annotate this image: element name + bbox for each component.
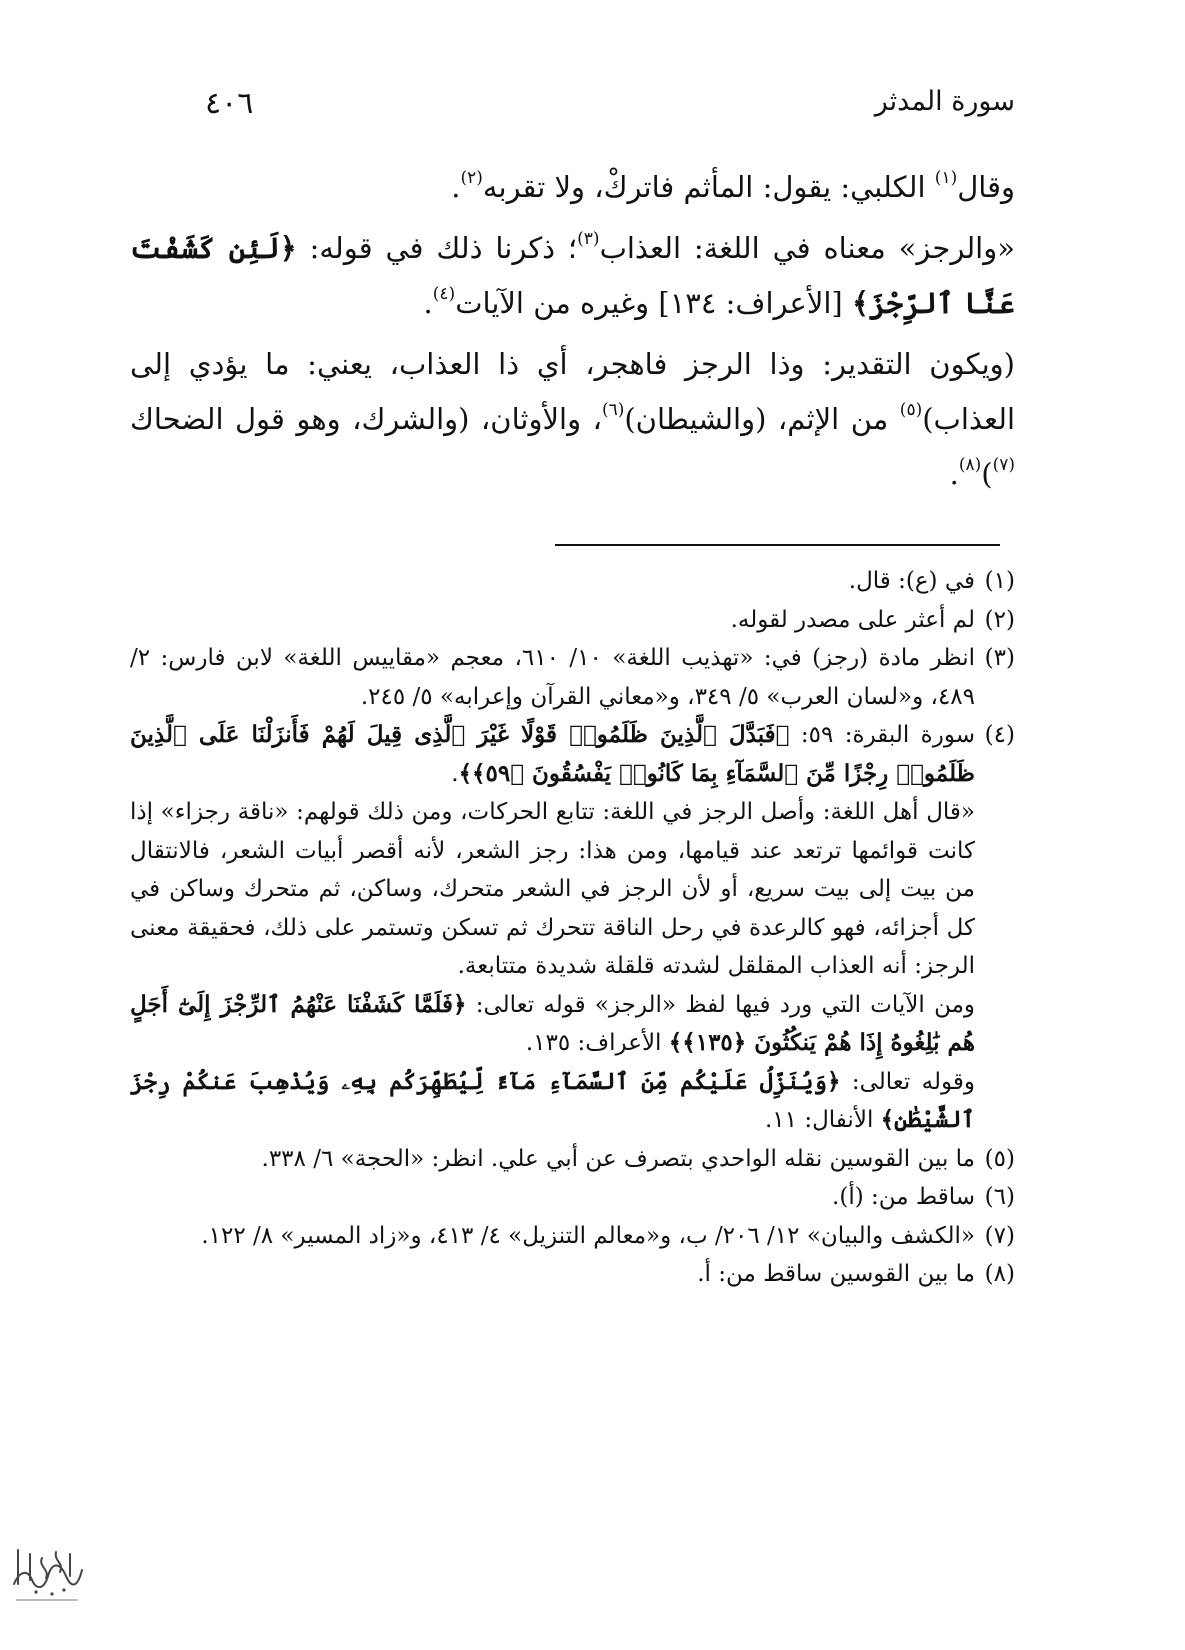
footnote-4	[130, 716, 1015, 1140]
quran-verse: ﴿فَلَمَّا كَشَفْنَا عَنْهُمُ ٱلرِّجْزَ إِلَىٰٓ أَجَلٍ هُم بَٰلِغُوهُ إِذَا هُمْ يَنكُثُونَ ﴿١٣٥﴾﴾	[130, 990, 975, 1056]
footnote-ref: (٣)	[577, 229, 600, 249]
text-run: (ويكون التقدير: وذا الرجز فاهجر، أي ذا العذاب، يعني: ما يؤدي إلى العذاب)	[130, 347, 1015, 436]
text-run: )	[981, 457, 993, 491]
text-run: ؛ ذكرنا ذلك في قوله:	[296, 231, 578, 265]
footnote-paragraph	[130, 1063, 975, 1140]
text-run: الأنفال: ١١.	[764, 1107, 881, 1133]
text-run: الأعراف: ١٣٥.	[525, 1030, 669, 1056]
text-run: وقال	[957, 170, 1015, 204]
quran-verse: ﴿وَيُنَزِّلُ عَلَيْكُم مِّنَ ٱلسَّمَآءِ مَآءً لِّيُطَهِّرَكُم بِهِۦ وَيُذْهِبَ عَنكُمْ رِجْزَ ٱلشَّيْطَٰنِ﴾	[130, 1067, 975, 1133]
text-run: .	[949, 457, 959, 491]
footnote-text: في (ع): قال.	[848, 568, 975, 594]
footnote-paragraph: «قال أهل اللغة: وأصل الرجز في اللغة: تتابع الحركات، ومن ذلك قولهم: «ناقة رجزاء» إذا كانت قوائمها ترتعد عند قيامها، ومن هذا: رجز الشعر، لأنه أقصر أبيات الشعر، فالانتقال من بيت إلى بيت سريع، أو لأن الرجز في الشعر متحرك، وساكن، ثم متحرك وساكن في كل أجزائه، فهو كالرعدة في رحل الناقة تتحرك ثم تسكن وتستمر على ذلك، فحقيقة معنى الرجز: أنه العذاب المقلقل لشدته قلقلة شديدة متتابعة.	[130, 799, 975, 979]
footnote-ref: (٦)	[601, 400, 625, 420]
footnote-body	[130, 716, 975, 1140]
footnote-ref: (٤)	[432, 284, 456, 304]
footnote-ref: (٧)	[992, 455, 1015, 475]
text-run: سورة البقرة: ٥٩:	[789, 722, 975, 748]
text-run: .	[423, 286, 433, 320]
footnote-8	[130, 1255, 1015, 1294]
quran-verse: ﴿فَبَدَّلَ ٱلَّذِينَ ظَلَمُوا۟ قَوْلًا غَيْرَ ٱلَّذِى قِيلَ لَهُمْ فَأَنزَلْنَا عَلَى ٱلَّذِينَ ظَلَمُوا۟ رِجْزًا مِّنَ ٱلسَّمَآءِ بِمَا كَانُوا۟ يَفْسُقُونَ ﴿٥٩﴾﴾	[130, 721, 975, 787]
footnote-7	[130, 1217, 1015, 1256]
text-run: ومن الآيات التي ورد فيها لفظ «الرجز» قوله تعالى:	[466, 991, 976, 1018]
footnote-2	[130, 601, 1015, 640]
footnote-text: ساقط من: (أ).	[832, 1184, 975, 1210]
footnote-paragraph	[130, 986, 975, 1063]
footnote-text: لم أعثر على مصدر لقوله.	[730, 606, 975, 633]
text-run: وقوله تعالى:	[840, 1068, 975, 1095]
text-run: الكلبي: يقول: المأثم فاتركْ، ولا تقربه	[482, 170, 935, 204]
text-run: من الإثم، (والشيطان)	[624, 402, 900, 436]
footnote-5	[130, 1140, 1015, 1179]
footnote-number: (٢)	[984, 606, 1015, 633]
footnote-number: (٤)	[984, 722, 1015, 748]
footnote-number: (٧)	[984, 1222, 1015, 1249]
footnote-number: (٦)	[984, 1184, 1015, 1210]
footnote-separator	[555, 544, 1000, 546]
footnote-text: ما بين القوسين نقله الواحدي بتصرف عن أبي علي. انظر: «الحجة» ٦/ ٣٣٨.	[261, 1145, 975, 1172]
paragraph-2	[130, 221, 1015, 331]
text-run: .	[451, 170, 461, 204]
footnote-paragraph	[130, 716, 975, 793]
text-run: «والرجز» معناه في اللغة: العذاب	[599, 231, 1015, 265]
quran-verse: ﴿لَئِن كَشَفْتَ عَنَّا ٱلرِّجْزَ﴾	[130, 231, 1015, 320]
footnote-ref: (٢)	[460, 168, 483, 188]
text-run: ، والأوثان، (والشرك، وهو قول الضحاك	[130, 402, 602, 436]
paragraph-3	[130, 337, 1015, 502]
footnote-text: انظر مادة (رجز) في: «تهذيب اللغة» ١٠/ ٦١٠، معجم «مقاييس اللغة» لابن فارس: ٢/ ٤٨٩، و«لسان العرب» ٥/ ٣٤٩، و«معاني القرآن وإعرابه» ٥/ ٢٤٥.	[130, 645, 975, 710]
paragraph-1	[130, 160, 1015, 215]
footnote-3	[130, 639, 1015, 716]
main-text	[130, 160, 1015, 508]
watermark-logo	[8, 1540, 86, 1608]
footnote-ref: (٥)	[899, 400, 923, 420]
footnotes	[130, 562, 1015, 1294]
surah-title: سورة المدثر	[874, 86, 1015, 117]
footnote-number: (٥)	[984, 1145, 1015, 1172]
footnote-text: «الكشف والبيان» ١٢/ ٢٠٦/ ب، و«معالم التنزيل» ٤/ ٤١٣، و«زاد المسير» ٨/ ١٢٢.	[201, 1222, 975, 1249]
text-run: .	[451, 760, 459, 787]
footnote-ref: (١)	[934, 168, 958, 188]
footnote-number: (٨)	[984, 1261, 1015, 1287]
footnote-6	[130, 1178, 1015, 1217]
page-number: ٤٠٦	[205, 86, 254, 121]
text-run: [الأعراف: ١٣٤] وغيره من الآيات	[455, 286, 852, 320]
footnote-ref: (٨)	[958, 455, 982, 475]
footnote-number: (٣)	[984, 645, 1015, 671]
footnote-1	[130, 562, 1015, 601]
footnote-text: ما بين القوسين ساقط من: أ.	[697, 1261, 975, 1287]
footnote-number: (١)	[984, 568, 1015, 594]
page-header	[205, 86, 1015, 126]
